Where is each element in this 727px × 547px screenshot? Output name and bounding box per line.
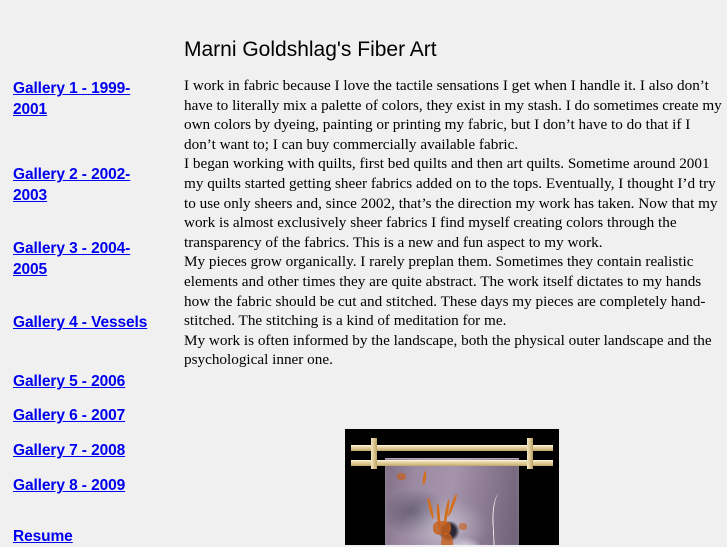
sidebar-item-gallery-3[interactable]: Gallery 3 - 2004-2005	[13, 240, 131, 278]
fiber-art-piece-photo	[345, 429, 559, 545]
rust-blot	[397, 473, 406, 480]
rust-streak	[426, 497, 434, 519]
sidebar-item-resume[interactable]: Resume	[13, 528, 73, 545]
statement-paragraph-1: I work in fabric because I love the tactile sensations I get when I handle it. I also don’t have to literally mix a palette of colors, they exist in my stash. I do sometimes create my own colors by dyeing, painting or printing my fabric, but I don’t have to do that if I don’t want to; I can buy commercially available fabric.	[184, 77, 722, 153]
sidebar-item-gallery-1[interactable]: Gallery 1 - 1999-2001	[13, 80, 131, 118]
hanging-dowel-upper	[351, 445, 553, 451]
sidebar-item-gallery-2[interactable]: Gallery 2 - 2002-2003	[13, 166, 131, 204]
sidebar-item-gallery-5[interactable]: Gallery 5 - 2006	[13, 373, 126, 390]
hanging-dowel-lower	[351, 460, 553, 466]
rust-blot	[441, 533, 453, 545]
statement-paragraph-4: My work is often informed by the landscape, both the physical outer landscape and the psychological inner one.	[184, 331, 712, 369]
white-stitch-line	[491, 492, 518, 545]
rust-blot	[459, 523, 467, 530]
sheer-fabric-cloth	[385, 459, 519, 545]
sidebar-item-gallery-8[interactable]: Gallery 8 - 2009	[13, 477, 126, 494]
sidebar-item-gallery-6[interactable]: Gallery 6 - 2007	[13, 407, 126, 424]
statement-paragraph-2: I began working with quilts, first bed quilts and then art quilts. Sometime around 2001 my quilts started getting sheer fabrics added on to the tops. Eventually, I thought I’d try to use only sheers and, since 2002, that’s the direction my work has taken. Now that my work is almost exclusively sheer fabrics I find myself creating colors through the transparency of the fabrics. This is a new and fun aspect to my work.	[184, 155, 718, 251]
sidebar-item-gallery-4[interactable]: Gallery 4 - Vessels	[13, 314, 148, 331]
artist-statement	[184, 76, 724, 370]
statement-paragraph-3: My pieces grow organically. I rarely preplan them. Sometimes they contain realistic elements and other times they are quite abstract. The work itself dictates to my hands how the fabric should be cut and stitched. These days my pieces are completely hand-stitched. The stitching is a kind of meditation for me.	[184, 253, 706, 330]
sidebar-item-gallery-7[interactable]: Gallery 7 - 2008	[13, 442, 126, 459]
dowel-post-left	[371, 438, 377, 469]
rust-streak	[422, 471, 427, 485]
dowel-post-right	[527, 438, 533, 469]
sidebar-navigation	[0, 0, 178, 545]
page-title: Marni Goldshlag's Fiber Art	[184, 38, 437, 61]
